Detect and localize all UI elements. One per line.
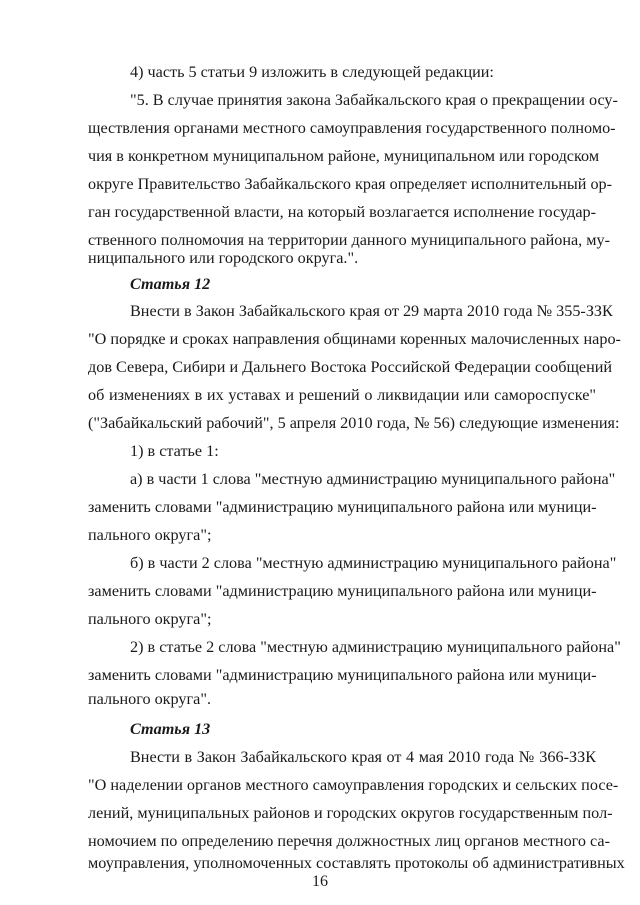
text-line: "О порядке и сроках направления общинами коренных малочисленных наро-	[88, 330, 621, 348]
text-line: Внести в Закон Забайкальского края от 29 марта 2010 года № 355-ЗЗК	[130, 302, 613, 320]
text-line: ществления органами местного самоуправления государственного полномо-	[88, 119, 616, 137]
text-line: заменить словами "администрацию муниципального района или муници-	[88, 666, 597, 684]
text-line: дов Севера, Сибири и Дальнего Востока Российской Федерации сообщений	[88, 358, 613, 376]
text-line: б) в части 2 слова "местную администрацию муниципального района"	[130, 554, 617, 572]
text-line: 2) в статье 2 слова "местную администрацию муниципального района"	[130, 638, 621, 656]
text-line: об изменениях в их уставах и решений о ликвидации или самороспуске"	[88, 386, 596, 404]
text-line: округе Правительство Забайкальского края определяет исполнительный ор-	[88, 175, 613, 193]
text-line: пального округа";	[88, 526, 212, 544]
text-line: ственного полномочия на территории данного муниципального района, му-	[88, 231, 610, 249]
text-line: пального округа".	[88, 690, 211, 708]
text-line: заменить словами "администрацию муниципального района или муници-	[88, 582, 597, 600]
text-line: Внести в Закон Забайкальского края от 4 мая 2010 года № 366-ЗЗК	[130, 748, 596, 766]
text-line: заменить словами "администрацию муниципального района или муници-	[88, 498, 597, 516]
text-line: "5. В случае принятия закона Забайкальского края о прекращении осу-	[130, 91, 618, 109]
text-line: чия в конкретном муниципальном районе, муниципальном или городском	[88, 147, 600, 165]
article-heading: Статья 12	[130, 275, 211, 293]
page-number: 16	[312, 873, 328, 890]
text-line: пального округа";	[88, 610, 212, 628]
text-line: ган государственной власти, на который возлагается исполнение государ-	[88, 203, 596, 221]
text-line: лений, муниципальных районов и городских округов государственным пол-	[88, 804, 613, 822]
text-line: ("Забайкальский рабочий", 5 апреля 2010 года, № 56) следующие изменения:	[88, 414, 620, 432]
text-line: "О наделении органов местного самоуправления городских и сельских посе-	[88, 776, 619, 794]
text-line: ниципального или городского округа.".	[88, 249, 359, 267]
article-heading: Статья 13	[130, 720, 211, 738]
text-line: номочием по определению перечня должностных лиц органов местного са-	[88, 832, 611, 850]
text-line: 1) в статье 1:	[130, 442, 219, 460]
text-line: а) в части 1 слова "местную администрацию муниципального района"	[130, 470, 616, 488]
text-line: моуправления, уполномоченных составлять протоколы об административных	[88, 854, 625, 872]
text-line: 4) часть 5 статьи 9 изложить в следующей редакции:	[130, 63, 494, 81]
